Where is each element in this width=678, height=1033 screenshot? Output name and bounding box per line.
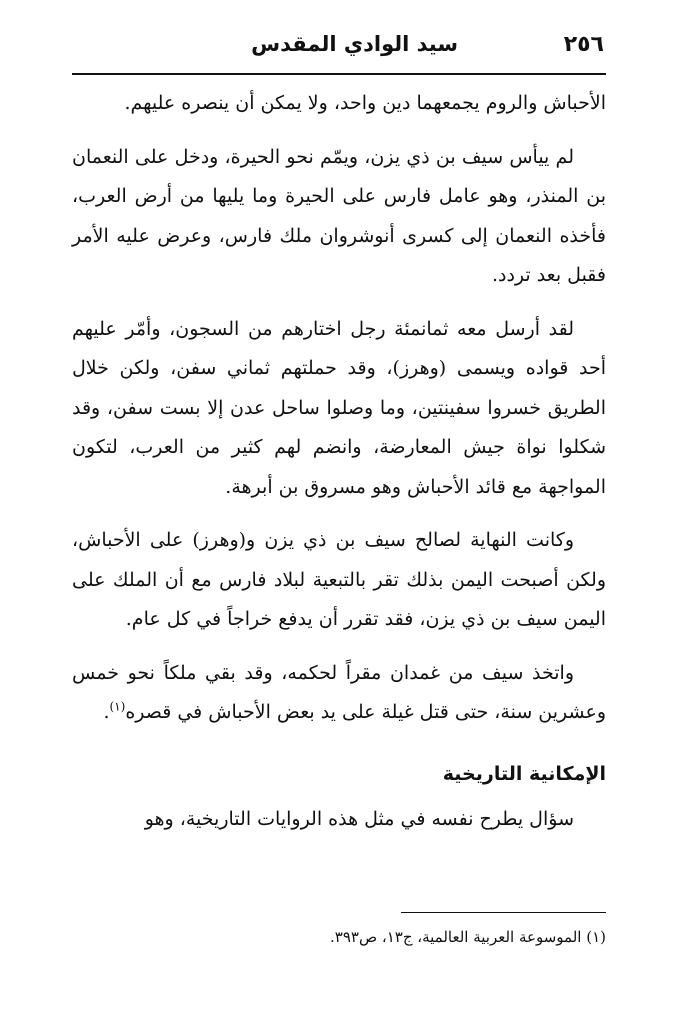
- section-heading: الإمكانية التاريخية: [442, 762, 606, 785]
- page-number: ٢٥٦: [563, 32, 604, 57]
- paragraph-5-text: واتخذ سيف من غمدان مقراً لحكمه، وقد بقي ملكاً نحو خمس وعشرين سنة، حتى قتل غيلة على يد بعض الأحباش في قصره: [72, 661, 606, 723]
- paragraph-3: لقد أرسل معه ثمانمئة رجل اختارهم من السجون، وأمّر عليهم أحد قواده ويسمى (وهرز)، وقد حملتهم ثماني سفن، ولكن خلال الطريق خسروا سفينتين، وما وصلوا ساحل عدن إلا بست سفن، وقد شكلوا نواة جيش المعارضة، وانضم لهم كثير من العرب، لتكون المواجهة مع قائد الأحباش وهو مسروق بن أبرهة.: [72, 317, 606, 498]
- paragraph-5: واتخذ سيف من غمدان مقراً لحكمه، وقد بقي ملكاً نحو خمس وعشرين سنة، حتى قتل غيلة على يد بعض الأحباش في قصره$^{(١)}$.: [72, 661, 606, 723]
- paragraph-4: وكانت النهاية لصالح سيف بن ذي يزن و(وهرز) على الأحباش، ولكن أصبحت اليمن بذلك تقر بالتبعية لبلاد فارس مع أن الملك على اليمن سيف بن ذي يزن، فقد تقرر أن يدفع خراجاً في كل عام.: [72, 529, 606, 630]
- running-title: سيد الوادي المقدس: [251, 32, 458, 56]
- body-text: [72, 84, 606, 854]
- footnote-reference[interactable]: (١): [109, 699, 126, 714]
- footnote: (١) الموسوعة العربية العالمية، ج١٣، ص٣٩٣.: [329, 928, 606, 946]
- page-header: [72, 30, 606, 70]
- paragraph-1: الأحباش والروم يجمعهما دين واحد، ولا يمكن أن ينصره عليهم.: [124, 92, 606, 114]
- paragraph-2: لم ييأس سيف بن ذي يزن، ويمّم نحو الحيرة، ودخل على النعمان بن المنذر، وهو عامل فارس على الحيرة وما يليها من أرض العرب، فأخذه النعمان إلى كسرى أنوشروان ملك فارس، وعرض عليه الأمر فقبل بعد تردد.: [72, 145, 606, 286]
- footnote-rule: [401, 912, 606, 913]
- header-rule: [72, 73, 606, 75]
- paragraph-6: سؤال يطرح نفسه في مثل هذه الروايات التاريخية، وهو: [144, 808, 574, 830]
